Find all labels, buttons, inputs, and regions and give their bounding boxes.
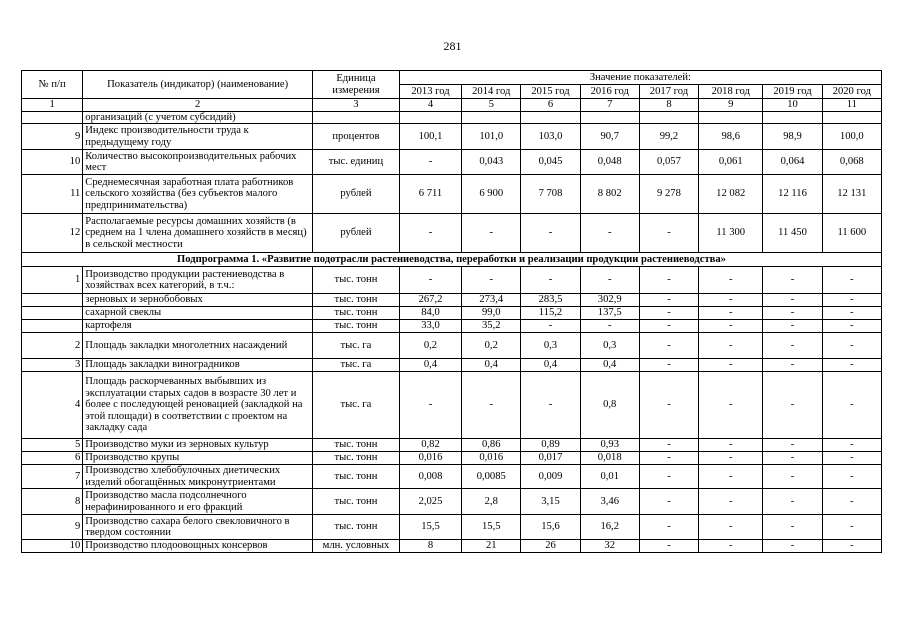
table-row [22, 124, 882, 150]
value-cell: 0,01 [580, 465, 639, 489]
indicator-name: Индекс производительности труда к предыдущему году [83, 124, 313, 150]
value-cell: 0,4 [580, 359, 639, 372]
table-row [22, 307, 882, 320]
value-cell: 0,93 [580, 439, 639, 452]
value-cell: 99,2 [639, 124, 698, 150]
value-cell [521, 111, 580, 124]
header-indicator: Показатель (индикатор) (наименование) [83, 71, 313, 99]
value-cell: 21 [462, 540, 521, 553]
indicator-name: Производство хлебобулочных диетических изделий обогащённых микронутриентами [83, 465, 313, 489]
table-header [22, 71, 882, 112]
value-cell: 0,009 [521, 465, 580, 489]
value-cell: 9 278 [639, 175, 698, 214]
value-cell: 0,061 [699, 150, 763, 175]
indicator-name: сахарной свеклы [83, 307, 313, 320]
value-cell: - [763, 320, 822, 333]
unit-cell [313, 111, 400, 124]
value-cell: - [763, 439, 822, 452]
table-row [22, 439, 882, 452]
value-cell: 7 708 [521, 175, 580, 214]
value-cell: 0,048 [580, 150, 639, 175]
value-cell: - [639, 294, 698, 307]
value-cell: 11 600 [822, 214, 881, 253]
unit-cell: тыс. тонн [313, 465, 400, 489]
row-number: 3 [22, 359, 83, 372]
value-cell: - [639, 540, 698, 553]
row-number: 2 [22, 333, 83, 359]
indicator-name: Производство плодоовощных консервов [83, 540, 313, 553]
page-number: 281 [443, 39, 462, 53]
value-cell: 0,008 [399, 465, 461, 489]
header-no: № п/п [22, 71, 83, 99]
value-cell: 137,5 [580, 307, 639, 320]
value-cell: 90,7 [580, 124, 639, 150]
header-column-number: 10 [763, 99, 822, 112]
value-cell: - [699, 359, 763, 372]
header-column-number: 3 [313, 99, 400, 112]
value-cell: 99,0 [462, 307, 521, 320]
table-row [22, 320, 882, 333]
header-column-number: 5 [462, 99, 521, 112]
unit-cell: тыс. тонн [313, 307, 400, 320]
value-cell: - [639, 320, 698, 333]
value-cell: 103,0 [521, 124, 580, 150]
value-cell: - [399, 267, 461, 294]
indicator-name: картофеля [83, 320, 313, 333]
value-cell: 267,2 [399, 294, 461, 307]
value-cell: 12 116 [763, 175, 822, 214]
value-cell: 15,6 [521, 515, 580, 540]
value-cell: 2,8 [462, 489, 521, 515]
value-cell: - [639, 465, 698, 489]
value-cell: - [521, 214, 580, 253]
value-cell: - [399, 214, 461, 253]
value-cell: - [822, 452, 881, 465]
value-cell [639, 111, 698, 124]
indicator-name: зерновых и зернобобовых [83, 294, 313, 307]
value-cell: - [822, 465, 881, 489]
value-cell: 0,3 [521, 333, 580, 359]
value-cell: 8 [399, 540, 461, 553]
value-cell [699, 111, 763, 124]
unit-cell: рублей [313, 175, 400, 214]
header-column-number: 11 [822, 99, 881, 112]
value-cell: - [699, 465, 763, 489]
value-cell: - [399, 372, 461, 439]
value-cell: - [699, 307, 763, 320]
table-row [22, 111, 882, 124]
value-cell: - [699, 333, 763, 359]
header-column-number: 9 [699, 99, 763, 112]
row-number: 4 [22, 372, 83, 439]
row-number: 9 [22, 515, 83, 540]
table-body [22, 111, 882, 553]
value-cell [822, 111, 881, 124]
value-cell: - [763, 515, 822, 540]
value-cell: 0,8 [580, 372, 639, 439]
value-cell: - [763, 359, 822, 372]
value-cell: - [639, 333, 698, 359]
indicator-name: Располагаемые ресурсы домашних хозяйств (в среднем на 1 члена домашнего хозяйств в месяц) в сельской местности [83, 214, 313, 253]
row-number [22, 294, 83, 307]
value-cell: - [639, 214, 698, 253]
header-column-number: 1 [22, 99, 83, 112]
value-cell: - [580, 214, 639, 253]
value-cell [763, 111, 822, 124]
unit-cell: тыс. единиц [313, 150, 400, 175]
value-cell: - [399, 150, 461, 175]
indicator-name: Производство масла подсолнечного нерафинированного и его фракций [83, 489, 313, 515]
value-cell: 0,4 [399, 359, 461, 372]
value-cell: - [639, 307, 698, 320]
value-cell: - [521, 267, 580, 294]
value-cell: - [763, 489, 822, 515]
value-cell: 0,0085 [462, 465, 521, 489]
table-row [22, 294, 882, 307]
value-cell: 0,3 [580, 333, 639, 359]
value-cell: - [822, 439, 881, 452]
value-cell [580, 111, 639, 124]
value-cell: 2,025 [399, 489, 461, 515]
unit-cell: тыс. тонн [313, 439, 400, 452]
value-cell: 0,89 [521, 439, 580, 452]
value-cell: 0,016 [399, 452, 461, 465]
unit-cell: тыс. тонн [313, 294, 400, 307]
header-year: 2020 год [822, 85, 881, 99]
value-cell: 33,0 [399, 320, 461, 333]
row-number: 9 [22, 124, 83, 150]
value-cell: - [822, 333, 881, 359]
unit-cell: млн. условных [313, 540, 400, 553]
value-cell: - [699, 439, 763, 452]
value-cell: 115,2 [521, 307, 580, 320]
value-cell: - [763, 540, 822, 553]
value-cell: 100,0 [822, 124, 881, 150]
value-cell: 0,018 [580, 452, 639, 465]
value-cell: 6 900 [462, 175, 521, 214]
value-cell: - [822, 489, 881, 515]
row-number: 1 [22, 267, 83, 294]
value-cell: 101,0 [462, 124, 521, 150]
value-cell: - [639, 359, 698, 372]
value-cell: 0,057 [639, 150, 698, 175]
table-row [22, 214, 882, 253]
table-row [22, 489, 882, 515]
value-cell: - [639, 267, 698, 294]
value-cell: 26 [521, 540, 580, 553]
row-number: 7 [22, 465, 83, 489]
value-cell: 0,2 [462, 333, 521, 359]
value-cell: - [822, 359, 881, 372]
table-row [22, 267, 882, 294]
header-column-number: 6 [521, 99, 580, 112]
value-cell: 35,2 [462, 320, 521, 333]
value-cell: 6 711 [399, 175, 461, 214]
row-number: 5 [22, 439, 83, 452]
value-cell: - [580, 320, 639, 333]
value-cell: 100,1 [399, 124, 461, 150]
value-cell: 11 450 [763, 214, 822, 253]
value-cell: - [699, 320, 763, 333]
value-cell: - [580, 267, 639, 294]
value-cell: - [699, 372, 763, 439]
value-cell: 8 802 [580, 175, 639, 214]
header-year: 2017 год [639, 85, 698, 99]
value-cell: - [822, 540, 881, 553]
indicator-name: Производство муки из зерновых культур [83, 439, 313, 452]
table-row [22, 515, 882, 540]
value-cell: 283,5 [521, 294, 580, 307]
value-cell: 15,5 [462, 515, 521, 540]
value-cell: 0,068 [822, 150, 881, 175]
indicator-name: Среднемесячная заработная плата работников сельского хозяйства (без субъектов малого предпринимательства) [83, 175, 313, 214]
value-cell: 0,2 [399, 333, 461, 359]
value-cell: - [699, 452, 763, 465]
value-cell: - [699, 267, 763, 294]
unit-cell: тыс. тонн [313, 452, 400, 465]
unit-cell: тыс. тонн [313, 320, 400, 333]
table-row [22, 175, 882, 214]
row-number: 6 [22, 452, 83, 465]
indicator-name: организаций (с учетом субсидий) [83, 111, 313, 124]
header-year: 2014 год [462, 85, 521, 99]
value-cell: - [822, 372, 881, 439]
unit-cell: тыс. га [313, 359, 400, 372]
unit-cell: тыс. га [313, 372, 400, 439]
indicator-name: Производство сахара белого свекловичного в твердом состоянии [83, 515, 313, 540]
indicator-name: Количество высокопроизводительных рабочих мест [83, 150, 313, 175]
header-year: 2018 год [699, 85, 763, 99]
value-cell: - [763, 372, 822, 439]
value-cell: 0,4 [462, 359, 521, 372]
value-cell: 302,9 [580, 294, 639, 307]
value-cell: 84,0 [399, 307, 461, 320]
unit-cell: тыс. тонн [313, 515, 400, 540]
value-cell: 12 131 [822, 175, 881, 214]
header-column-number: 8 [639, 99, 698, 112]
value-cell: 15,5 [399, 515, 461, 540]
header-values: Значение показателей: [399, 71, 881, 85]
row-number [22, 320, 83, 333]
value-cell [462, 111, 521, 124]
indicator-name: Производство продукции растениеводства в хозяйствах всех категорий, в т.ч.: [83, 267, 313, 294]
table-row [22, 150, 882, 175]
value-cell: - [521, 320, 580, 333]
table-row [22, 333, 882, 359]
value-cell: - [822, 267, 881, 294]
value-cell: - [462, 214, 521, 253]
value-cell: - [763, 307, 822, 320]
subprogram-title: Подпрограмма 1. «Развитие подотрасли растениеводства, переработки и реализации продукции растениеводства» [22, 253, 882, 267]
unit-cell: процентов [313, 124, 400, 150]
value-cell: - [763, 452, 822, 465]
table-row [22, 452, 882, 465]
value-cell: - [822, 320, 881, 333]
value-cell: 0,045 [521, 150, 580, 175]
indicators-table [21, 70, 882, 553]
row-number: 10 [22, 540, 83, 553]
table-row [22, 540, 882, 553]
header-unit: Единица измерения [313, 71, 400, 99]
value-cell: - [763, 465, 822, 489]
indicator-name: Площадь раскорчеванных выбывших из эксплуатации старых садов в возрасте 30 лет и более с последующей реновацией (закладкой на этой площади) в соответствии с проектом на закладку сада [83, 372, 313, 439]
value-cell [399, 111, 461, 124]
value-cell: - [699, 489, 763, 515]
value-cell: 11 300 [699, 214, 763, 253]
value-cell: - [639, 372, 698, 439]
indicator-name: Площадь закладки виноградников [83, 359, 313, 372]
row-number [22, 307, 83, 320]
value-cell: - [699, 540, 763, 553]
value-cell: - [462, 372, 521, 439]
header-year: 2015 год [521, 85, 580, 99]
value-cell: - [639, 452, 698, 465]
header-year: 2019 год [763, 85, 822, 99]
header-year: 2016 год [580, 85, 639, 99]
value-cell: - [822, 294, 881, 307]
row-number: 12 [22, 214, 83, 253]
value-cell: 273,4 [462, 294, 521, 307]
unit-cell: тыс. тонн [313, 267, 400, 294]
value-cell: - [699, 294, 763, 307]
value-cell: 3,15 [521, 489, 580, 515]
value-cell: - [822, 307, 881, 320]
header-column-number: 4 [399, 99, 461, 112]
header-year: 2013 год [399, 85, 461, 99]
value-cell: 0,016 [462, 452, 521, 465]
value-cell: - [639, 515, 698, 540]
value-cell: - [822, 515, 881, 540]
value-cell: 0,82 [399, 439, 461, 452]
value-cell: 0,017 [521, 452, 580, 465]
row-number: 11 [22, 175, 83, 214]
value-cell: - [639, 439, 698, 452]
table-row [22, 372, 882, 439]
value-cell: 0,4 [521, 359, 580, 372]
value-cell: - [763, 294, 822, 307]
row-number: 8 [22, 489, 83, 515]
value-cell: - [763, 333, 822, 359]
unit-cell: рублей [313, 214, 400, 253]
value-cell: 0,043 [462, 150, 521, 175]
value-cell: 98,6 [699, 124, 763, 150]
value-cell: - [521, 372, 580, 439]
indicator-name: Площадь закладки многолетних насаждений [83, 333, 313, 359]
subprogram-row [22, 253, 882, 267]
value-cell: - [763, 267, 822, 294]
table-row [22, 359, 882, 372]
value-cell: 98,9 [763, 124, 822, 150]
value-cell: 3,46 [580, 489, 639, 515]
indicator-name: Производство крупы [83, 452, 313, 465]
value-cell: - [639, 489, 698, 515]
value-cell: 32 [580, 540, 639, 553]
value-cell: 0,064 [763, 150, 822, 175]
row-number [22, 111, 83, 124]
value-cell: - [699, 515, 763, 540]
value-cell: 16,2 [580, 515, 639, 540]
value-cell: - [462, 267, 521, 294]
value-cell: 0,86 [462, 439, 521, 452]
table-row [22, 465, 882, 489]
unit-cell: тыс. га [313, 333, 400, 359]
unit-cell: тыс. тонн [313, 489, 400, 515]
row-number: 10 [22, 150, 83, 175]
value-cell: 12 082 [699, 175, 763, 214]
header-column-number: 7 [580, 99, 639, 112]
header-column-number: 2 [83, 99, 313, 112]
